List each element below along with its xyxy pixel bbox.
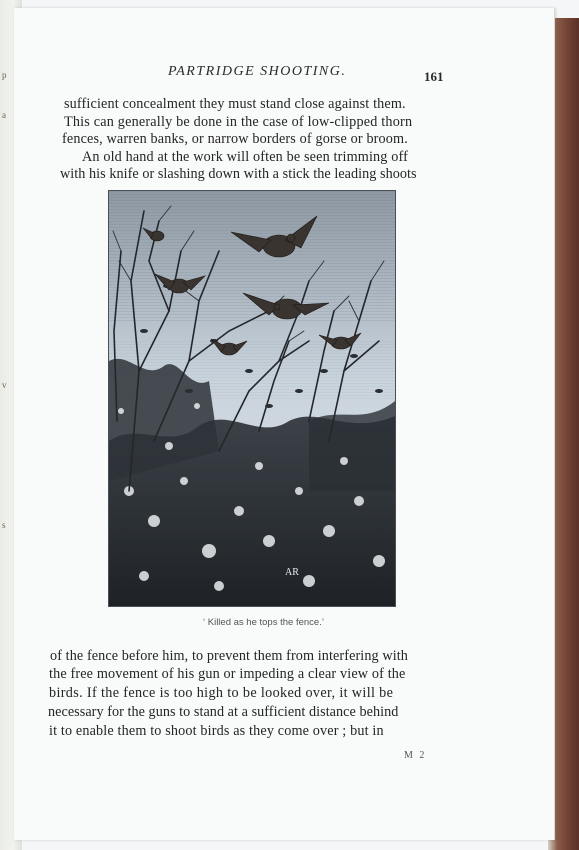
text-line: with his knife or slashing down with a stick the leading shoots [60, 166, 417, 182]
artist-monogram: AR [285, 567, 299, 578]
text-line: necessary for the guns to stand at a sufficient distance behind [48, 704, 399, 720]
signature-mark: M 2 [404, 750, 427, 761]
text-line: sufficient concealment they must stand close against them. [64, 96, 406, 112]
previous-page-edge: p a v s [0, 0, 22, 850]
page-number: 161 [424, 69, 444, 84]
text-line: An old hand at the work will often be seen trimming off [82, 149, 408, 165]
text-line: This can generally be done in the case of low-clipped thorn [64, 114, 413, 130]
text-line: the free movement of his gun or impeding a clear view of the [49, 666, 406, 682]
text-line: birds. If the fence is too high to be looked over, it will be [49, 685, 394, 701]
figure-caption: ‘ Killed as he tops the fence.’ [203, 617, 324, 628]
text-line: fences, warren banks, or narrow borders of gorse or broom. [62, 131, 408, 147]
engraving-illustration [108, 190, 396, 607]
running-header: PARTRIDGE SHOOTING. [168, 64, 347, 79]
text-line: of the fence before him, to prevent them from interfering with [50, 648, 408, 664]
text-line: it to enable them to shoot birds as they come over ; but in [49, 723, 384, 739]
